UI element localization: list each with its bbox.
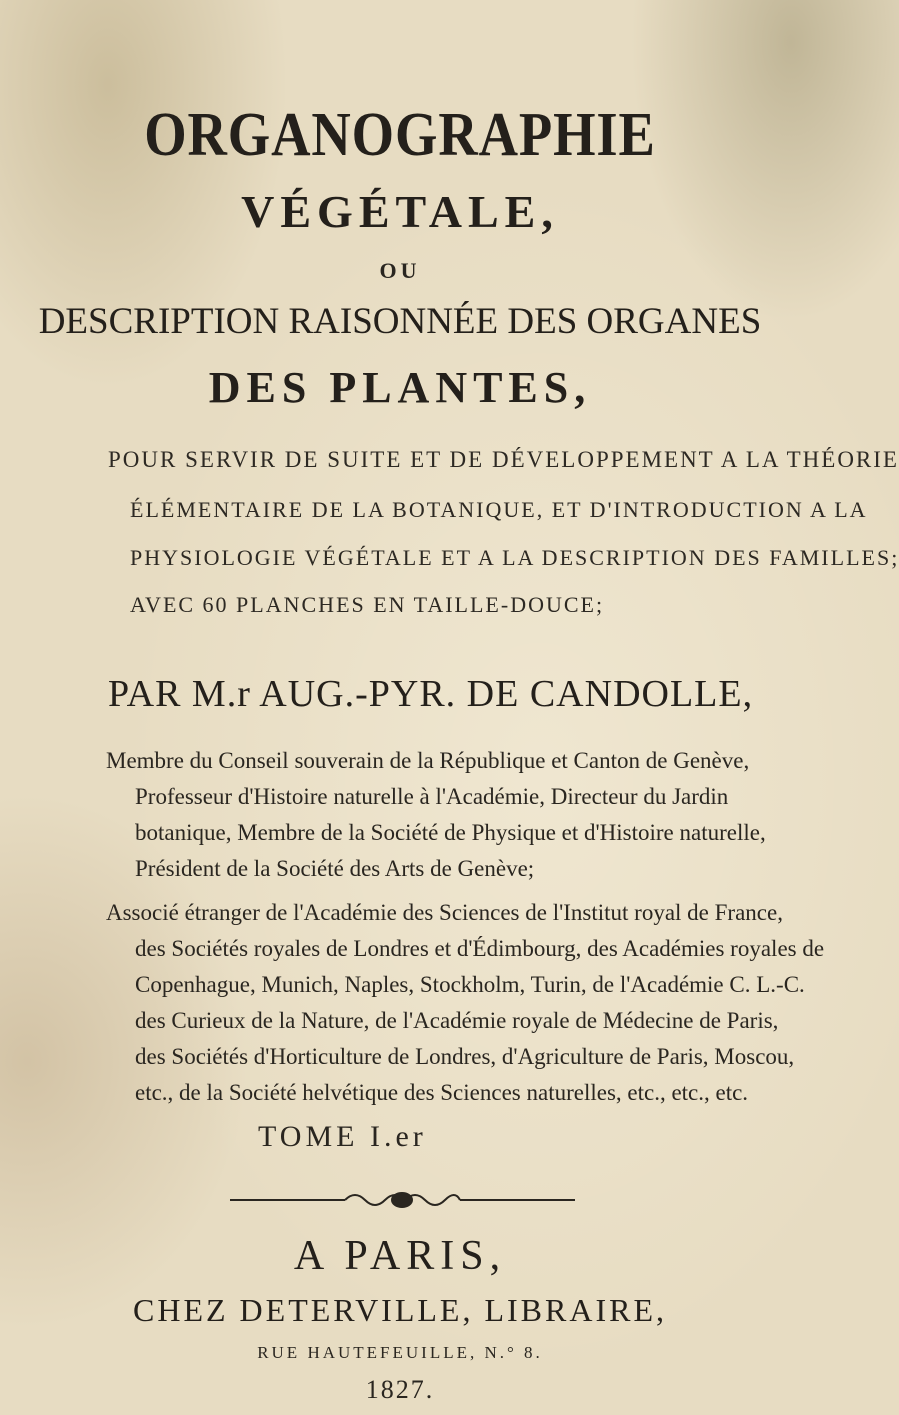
credential-line: botanique, Membre de la Société de Physique et d'Histoire naturelle, [135,820,766,845]
title-line-description: DESCRIPTION RAISONNÉE DES ORGANES [38,301,762,342]
subtitle-line-4: AVEC 60 PLANCHES EN TAILLE-DOUCE; [130,592,605,617]
title-connector: OU [379,258,421,283]
author-line: PAR M.r AUG.-PYR. DE CANDOLLE, [108,673,754,715]
credential-line: etc., de la Société helvétique des Sciences naturelles, etc., etc., etc. [135,1080,749,1105]
title-line-organographie: ORGANOGRAPHIE [144,101,656,169]
credential-line: Copenhague, Munich, Naples, Stockholm, Turin, de l'Académie C. L.-C. [135,972,805,997]
ornamental-rule [230,1188,575,1212]
credential-line: des Sociétés royales de Londres et d'Édimbourg, des Académies royales de [135,936,825,961]
credential-line: Membre du Conseil souverain de la République et Canton de Genève, [106,748,750,773]
imprint-publisher: CHEZ DETERVILLE, LIBRAIRE, [132,1292,668,1328]
title-line-vegetale: VÉGÉTALE, [241,186,559,237]
credential-line: Président de la Société des Arts de Genève; [135,856,535,881]
subtitle-line-3: PHYSIOLOGIE VÉGÉTALE ET A LA DESCRIPTION DES FAMILLES; [130,545,899,570]
volume-label: TOME I.er [258,1120,427,1153]
credential-line: Associé étranger de l'Académie des Sciences de l'Institut royal de France, [106,900,783,925]
subtitle-line-1: POUR SERVIR DE SUITE ET DE DÉVELOPPEMENT A LA THÉORIE [108,447,899,472]
credential-line: Professeur d'Histoire naturelle à l'Académie, Directeur du Jardin [135,784,729,809]
imprint-year: 1827. [365,1375,435,1404]
imprint-place: A PARIS, [293,1233,507,1279]
credential-line: des Sociétés d'Horticulture de Londres, d'Agriculture de Paris, Moscou, [135,1044,795,1069]
title-line-plantes: DES PLANTES, [208,363,592,412]
imprint-address: RUE HAUTEFEUILLE, N.° 8. [257,1343,543,1362]
credential-line: des Curieux de la Nature, de l'Académie royale de Médecine de Paris, [135,1008,779,1033]
subtitle-line-2: ÉLÉMENTAIRE DE LA BOTANIQUE, ET D'INTRODUCTION A LA [130,497,868,522]
